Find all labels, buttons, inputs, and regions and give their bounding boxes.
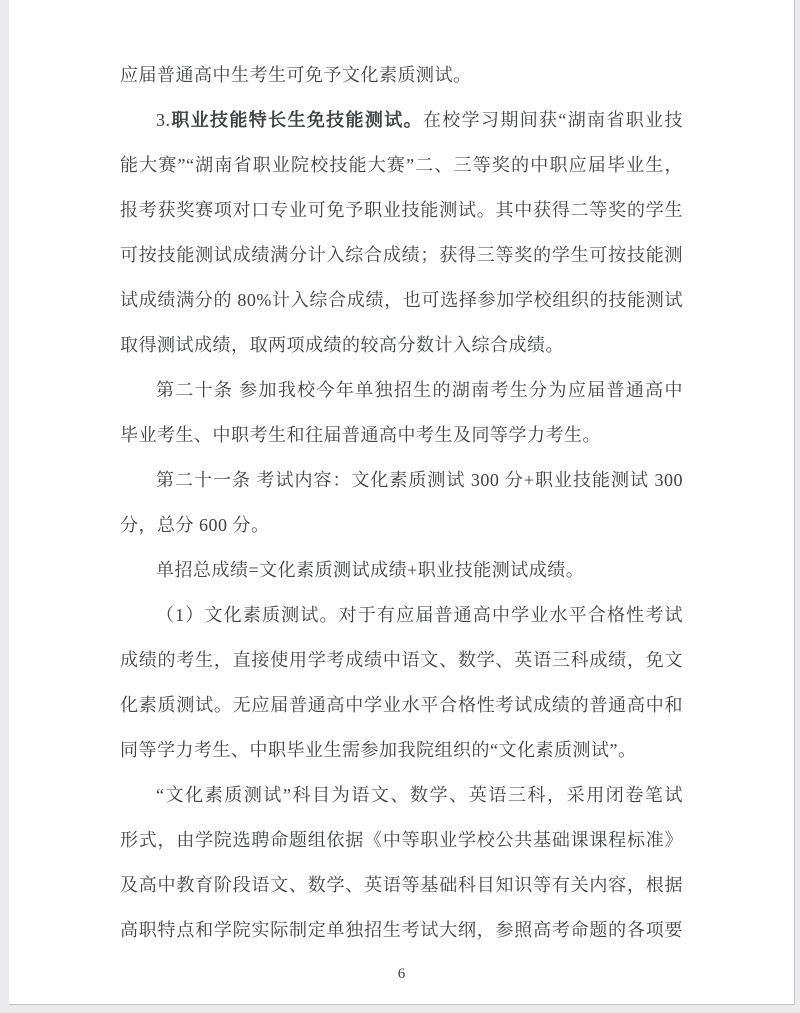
text-line bbox=[120, 323, 683, 368]
line-text: 毕业考生、中职考生和往届普通高中考生及同等学力考生。 bbox=[120, 425, 601, 445]
line-text: 分，总分 600 分。 bbox=[120, 515, 270, 535]
text-line bbox=[120, 188, 683, 233]
line-text: 形式，由学院选聘命题组依据《中等职业学校公共基础课课程标准》 bbox=[120, 830, 683, 850]
document-page bbox=[9, 0, 795, 1005]
text-line bbox=[120, 548, 683, 593]
line-text: 试成绩满分的 80%计入综合成绩，也可选择参加学校组织的技能测试 bbox=[120, 290, 683, 310]
line-text: 能大赛”“湖南省职业院校技能大赛”二、三等奖的中职应届毕业生， bbox=[120, 155, 683, 175]
line-text: 化素质测试。无应届普通高中学业水平合格性考试成绩的普通高中和 bbox=[120, 695, 683, 715]
bold-heading-run: 职业技能特长生免技能测试。 bbox=[170, 110, 423, 130]
text-line bbox=[120, 638, 683, 683]
text-line bbox=[120, 773, 683, 818]
page-number: 6 bbox=[397, 966, 406, 982]
text-line bbox=[120, 908, 683, 953]
text-line bbox=[120, 818, 683, 863]
page-body bbox=[120, 53, 683, 953]
line-text: 在校学习期间获“湖南省职业技 bbox=[422, 110, 683, 130]
line-text: “文化素质测试”科目为语文、数学、英语三科，采用闭卷笔试 bbox=[156, 785, 683, 805]
text-line bbox=[120, 98, 683, 143]
line-text: 及高中教育阶段语文、数学、英语等基础科目知识等有关内容，根据 bbox=[120, 875, 683, 895]
line-text: 第二十一条 考试内容：文化素质测试 300 分+职业技能测试 300 bbox=[156, 470, 683, 490]
text-line bbox=[120, 593, 683, 638]
text-line bbox=[120, 728, 683, 773]
text-line bbox=[120, 143, 683, 188]
list-number: 3. bbox=[156, 110, 171, 130]
text-line bbox=[120, 278, 683, 323]
line-text: （1）文化素质测试。对于有应届普通高中学业水平合格性考试 bbox=[156, 605, 683, 625]
line-text: 报考获奖赛项对口专业可免予职业技能测试。其中获得二等奖的学生 bbox=[120, 200, 683, 220]
text-line bbox=[120, 458, 683, 503]
line-text: 可按技能测试成绩满分计入综合成绩；获得三等奖的学生可按技能测 bbox=[120, 245, 683, 265]
line-text: 同等学力考生、中职毕业生需参加我院组织的“文化素质测试”。 bbox=[120, 740, 637, 760]
line-text: 单招总成绩=文化素质测试成绩+职业技能测试成绩。 bbox=[156, 560, 585, 580]
text-line bbox=[120, 683, 683, 728]
text-line bbox=[120, 863, 683, 908]
line-text: 取得测试成绩，取两项成绩的较高分数计入综合成绩。 bbox=[120, 335, 564, 355]
line-text: 高职特点和学院实际制定单独招生考试大纲，参照高考命题的各项要 bbox=[120, 920, 683, 940]
line-text: 应届普通高中生考生可免予文化素质测试。 bbox=[120, 65, 472, 85]
text-line bbox=[120, 53, 683, 98]
text-line bbox=[120, 368, 683, 413]
text-line bbox=[120, 503, 683, 548]
text-line bbox=[120, 413, 683, 458]
line-text: 成绩的考生，直接使用学考成绩中语文、数学、英语三科成绩，免文 bbox=[120, 650, 683, 670]
line-text: 第二十条 参加我校今年单独招生的湖南考生分为应届普通高中 bbox=[156, 380, 683, 400]
text-line bbox=[120, 233, 683, 278]
